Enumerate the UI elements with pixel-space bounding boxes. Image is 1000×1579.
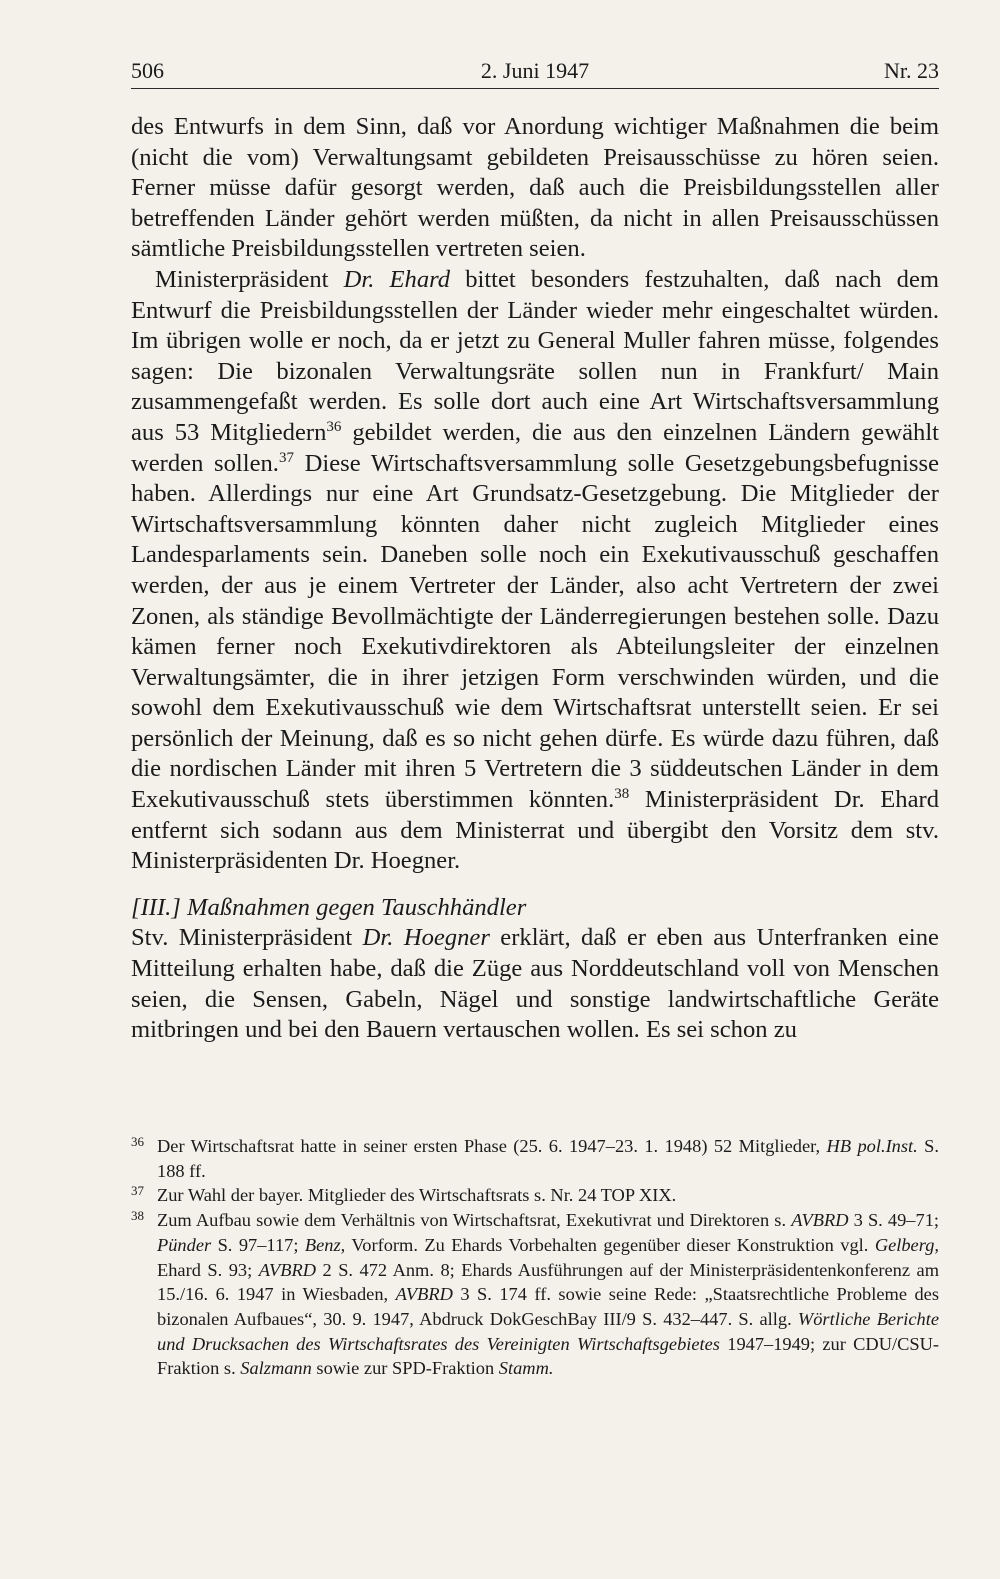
text-run: 1947–1949; zur CDU/CSU-Fraktion s.	[157, 1333, 939, 1379]
section-heading-text: [III.] Maßnahmen gegen Tauschhändler	[131, 893, 527, 921]
footnote-number: 37	[131, 1183, 144, 1199]
citation: Wörtliche Berichte und Drucksachen des Wirtschaftsrates des Vereinigten Wirtschaftsgebietes	[157, 1308, 939, 1354]
footnotes	[131, 1134, 939, 1381]
running-header	[131, 52, 939, 89]
text-run: Ministerpräsident	[155, 265, 344, 293]
speaker-name: Dr. Ehard	[343, 265, 451, 293]
paragraph-2	[131, 265, 939, 877]
citation: Gelberg,	[874, 1234, 939, 1255]
citation: Benz,	[304, 1234, 346, 1255]
footnote-ref-38[interactable]: 38	[614, 786, 630, 803]
text-run: bittet besonders festzuhalten, daß nach dem Entwurf die Preisbildungsstellen der Länder wieder mehr eingeschaltet würden. Im übrigen wolle er noch, da er jetzt zu General Muller fahren müsse, folgendes sagen: Die bizonalen Verwaltungsräte sollen nun in Frankfurt/ Main zusammengefaßt werden. Es solle dort auch eine Art Wirtschaftsversammlung aus 53 Mitgliedern	[131, 265, 940, 446]
citation: Stamm.	[498, 1358, 554, 1379]
text-run: sowie zur SPD-Fraktion	[311, 1358, 499, 1379]
text-run: gebildet werden, die aus den einzelnen Ländern gewählt werden sollen.	[131, 418, 939, 477]
text-run: Ehard S. 93;	[157, 1259, 259, 1280]
header-date: 2. Juni 1947	[480, 58, 590, 83]
citation: Salzmann	[240, 1358, 312, 1379]
text-run: Diese Wirtschaftsversammlung solle Gesetzgebungsbefugnisse haben. Allerdings nur eine Art Grundsatz-Gesetzgebung. Die Mitglieder der Wirtschaftsversammlung könnten daher nicht zugleich Mitglieder eines Landesparlaments sein. Daneben solle noch ein Exekutivausschuß geschaffen werden, der aus je einem Vertreter der Länder, also acht Vertretern der zwei Zonen, als ständige Bevollmächtigte der Länderregierungen bestehen solle. Dazu kämen ferner noch Exekutivdirektoren als Abteilungsleiter der einzelnen Verwaltungsämter, die in ihrer jetzigen Form verschwinden würden, und die sowohl dem Exekutivausschuß wie dem Wirtschaftsrat unterstellt seien. Er sei persönlich der Meinung, daß es so nicht gehen dürfe. Es würde dazu führen, daß die nordischen Länder mit ihren 5 Vertretern die 3 süddeutschen Länder in dem Exekutivausschuß stets überstimmen könnten.	[131, 449, 939, 814]
citation: AVBRD	[791, 1210, 849, 1231]
text-run: 3 S. 174 ff. sowie seine Rede: „Staatsrechtliche Probleme des bizonalen Aufbaues“, 30. 9. 1947, Abdruck DokGeschBay III/9 S. 432–447. S. allg.	[157, 1284, 939, 1329]
footnote-number: 38	[131, 1208, 144, 1224]
text-run: Vorform. Zu Ehards Vorbehalten gegenüber dieser Konstruktion vgl.	[345, 1234, 875, 1255]
citation: AVBRD	[395, 1284, 453, 1305]
footnote-36	[131, 1134, 939, 1183]
section-heading	[131, 893, 939, 924]
paragraph-1: des Entwurfs in dem Sinn, daß vor Anordung wichtiger Maßnahmen die beim (nicht die vom) Verwaltungsamt gebildeten Preisausschüsse zu hören seien. Ferner müsse dafür gesorgt werden, daß auch die Preisbildungsstellen aller betreffenden Länder gehört werden müßten, da nicht in allen Preisausschüssen sämtliche Preisbildungsstellen vertreten seien.	[131, 113, 939, 263]
text-run: 2 S. 472 Anm. 8; Ehards Ausführungen auf der Ministerpräsidentenkonferenz am 15./16. 6. 1947 in Wiesbaden,	[157, 1259, 939, 1305]
text-run: Zum Aufbau sowie dem Verhältnis von Wirtschaftsrat, Exekutivrat und Direktoren s.	[157, 1210, 792, 1231]
footnote-38	[131, 1208, 939, 1381]
citation: HB pol.Inst.	[826, 1136, 918, 1156]
citation: AVBRD	[258, 1259, 317, 1280]
paragraph-3	[131, 923, 939, 1045]
document-number: Nr. 23	[884, 58, 939, 83]
citation: Pünder	[157, 1234, 212, 1255]
speaker-name: Dr. Hoegner	[362, 924, 490, 952]
text-run: erklärt, daß er eben aus Unterfranken eine Mitteilung erhalten habe, daß die Züge aus Norddeutschland voll von Menschen seien, die Sensen, Gabeln, Nägel und sonstige landwirtschaftliche Geräte mitbringen und bei den Bauern vertauschen wollen. Es sei schon zu	[131, 924, 939, 1044]
text-run: Ministerpräsident Dr. Ehard entfernt sich sodann aus dem Ministerrat und übergibt den Vorsitz dem stv. Ministerpräsidenten Dr. Hoegner.	[131, 786, 939, 875]
footnote-ref-37[interactable]: 37	[278, 449, 294, 466]
text-run: Stv. Ministerpräsident	[131, 924, 363, 952]
text-run: Der Wirtschaftsrat hatte in seiner ersten Phase (25. 6. 1947–23. 1. 1948) 52 Mitglieder,	[157, 1136, 827, 1156]
main-text	[131, 112, 939, 1046]
text-run: S. 188 ff.	[157, 1136, 939, 1181]
page-number: 506	[131, 58, 164, 83]
footnote-ref-36[interactable]: 36	[326, 418, 342, 435]
footnote-number: 36	[131, 1134, 144, 1149]
footnote-37	[131, 1183, 939, 1208]
text-run: S. 97–117;	[211, 1234, 305, 1255]
text-run: Zur Wahl der bayer. Mitglieder des Wirtschaftsrats s. Nr. 24 TOP XIX.	[157, 1185, 677, 1206]
text-run: 3 S. 49–71;	[848, 1210, 939, 1231]
